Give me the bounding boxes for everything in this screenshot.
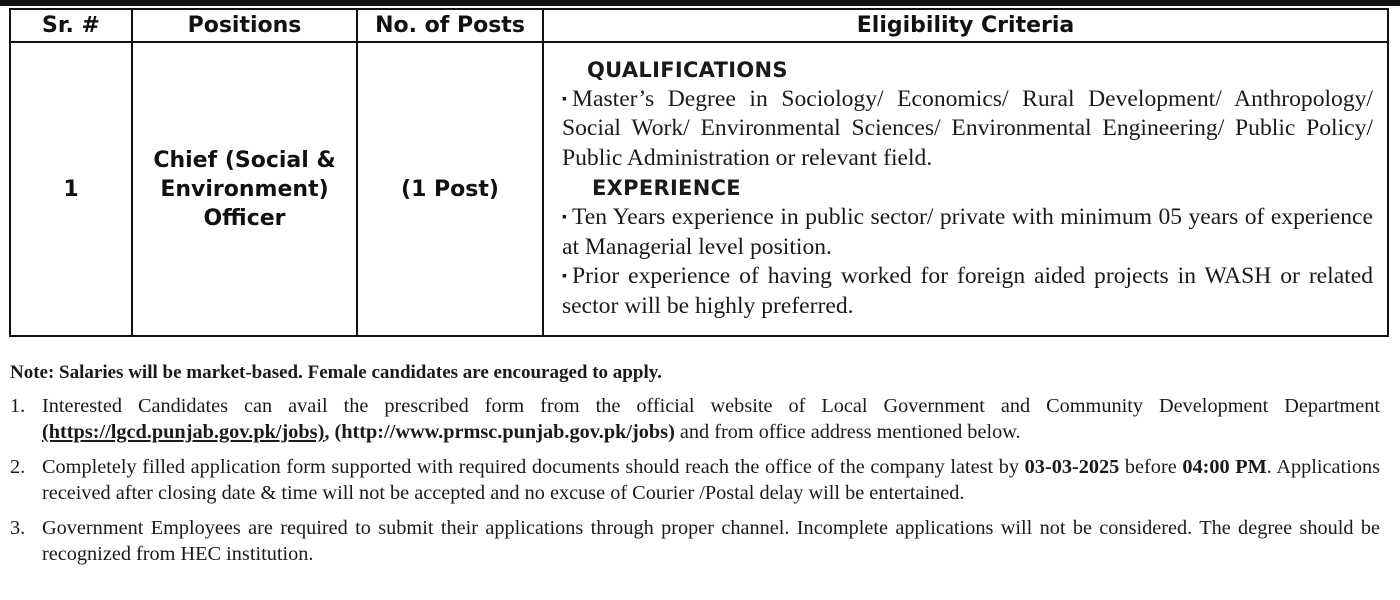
cell-sr: 1: [10, 42, 132, 336]
list-number: 1.: [10, 395, 26, 417]
deadline-date: 03-03-2025: [1024, 456, 1120, 478]
salary-note: Note: Salaries will be market-based. Female candidates are encouraged to apply.: [10, 362, 662, 383]
header-posts: No. of Posts: [357, 9, 543, 42]
link-separator: ,: [324, 421, 335, 443]
position-line: Officer: [203, 205, 286, 231]
bullet-icon: ▪: [562, 269, 567, 285]
criteria-block: [544, 53, 1387, 326]
note-text: . Applications received after closing date & time will not be accepted and no excuse of Courier /Postal delay will be entertained.: [42, 456, 1381, 504]
qualification-text: Master’s Degree in Sociology/ Economics/ Rural Development/ Anthropology/ Social Work/ Environmental Sciences/ Environmental Engineering/ Public Policy/ Public Administration or relevant field.: [562, 85, 1373, 171]
note-text: and from office address mentioned below.: [674, 421, 1021, 443]
qualifications-heading: QUALIFICATIONS: [587, 57, 788, 82]
top-border-rule: [0, 0, 1400, 6]
position-line: Chief (Social &: [153, 147, 336, 173]
position-line: Environment): [160, 176, 329, 202]
header-sr: Sr. #: [10, 9, 132, 42]
positions-table: [9, 8, 1389, 337]
experience-text: Ten Years experience in public sector/ private with minimum 05 years of experience at Managerial level position.: [562, 204, 1373, 260]
bullet-icon: ▪: [562, 210, 567, 226]
cell-posts: (1 Post): [357, 42, 543, 336]
experience-item: [562, 262, 1373, 321]
list-item: [10, 393, 1380, 445]
list-number: 2.: [10, 456, 26, 478]
experience-text: Prior experience of having worked for foreign aided projects in WASH or related sector will be highly preferred.: [562, 263, 1373, 319]
notes-section: [10, 360, 1380, 576]
table-header-row: [10, 9, 1388, 42]
list-item: [10, 515, 1380, 567]
lgcd-jobs-link[interactable]: (https://lgcd.punjab.gov.pk/jobs): [42, 421, 325, 443]
note-text: Interested Candidates can avail the prescribed form from the official website of Local Government and Community Development Department: [42, 395, 1380, 417]
header-positions: Positions: [132, 9, 357, 42]
experience-heading: EXPERIENCE: [592, 176, 741, 201]
bullet-icon: ▪: [562, 91, 567, 107]
table-row: [10, 42, 1388, 336]
prmsc-jobs-link[interactable]: (http://www.prmsc.punjab.gov.pk/jobs): [334, 421, 675, 443]
list-item: [10, 454, 1380, 506]
cell-position: [132, 42, 357, 336]
note-text: Government Employees are required to submit their applications through proper channel. Incomplete applications will not be considered. The degree should be recognized from HEC institution.: [42, 517, 1380, 565]
note-text: before: [1119, 456, 1183, 478]
experience-item: [562, 203, 1373, 262]
header-criteria: Eligibility Criteria: [543, 9, 1388, 42]
list-number: 3.: [10, 517, 26, 539]
cell-criteria: [543, 42, 1388, 336]
qualification-item: [562, 85, 1373, 174]
note-text: Completely filled application form supported with required documents should reach the office of the company latest by: [42, 456, 1025, 478]
deadline-time: 04:00 PM: [1182, 456, 1267, 478]
